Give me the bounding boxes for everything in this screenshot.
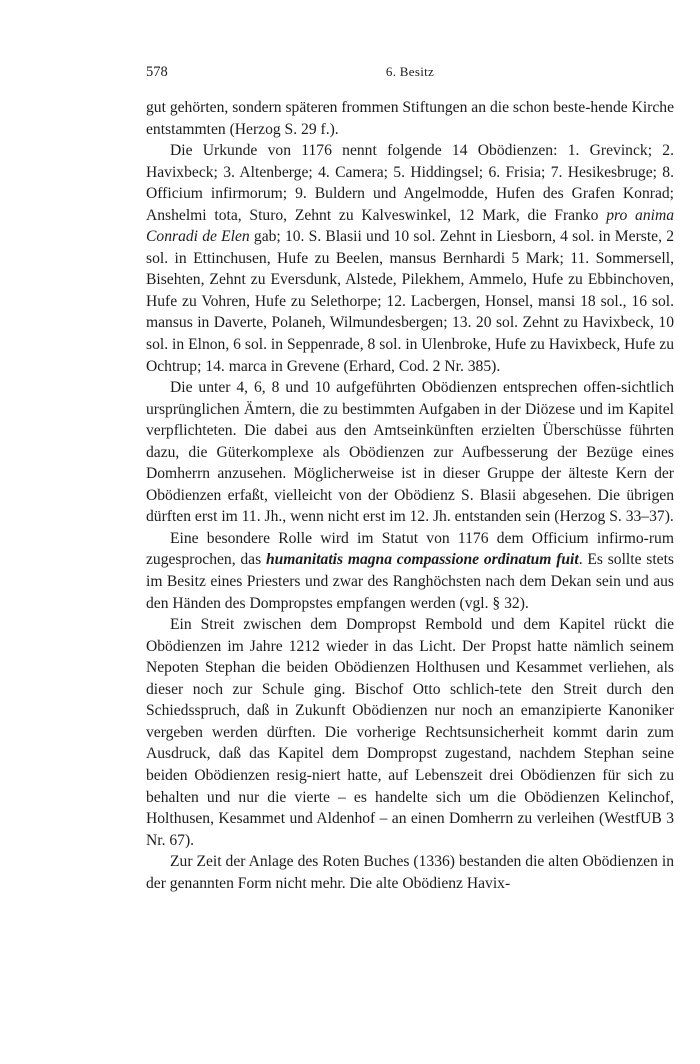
page-header — [146, 64, 674, 88]
paragraph — [146, 140, 674, 377]
running-head: 6. Besitz — [385, 64, 435, 79]
page-number: 578 — [146, 64, 168, 80]
paragraph — [146, 377, 674, 528]
text-run: gab; 10. S. Blasii und 10 sol. Zehnt in Liesborn, 4 sol. in Merste, 2 sol. in Ettinchusen, Hufe zu Beelen, mansus Bernhardi 5 Mark; 11. Sommersell, Bisehten, Zehnt zu Eversdunk, Alstede, Pilekhem, Ammelo, Hufe zu Ebbinchoven, Hufe zu Vohren, Hufe zu Selethorpe; 12. Lacbergen, Honsel, mansi 18 sol., 16 sol. mansus in Daverte, Polaneh, Wilmundesbergen; 13. 20 sol. Zehnt zu Havixbeck, 10 sol. in Elnon, 6 sol. in Seppenrade, 8 sol. in Ulenbroke, Hufe zu Havixbeck, Hufe zu Ochtrup; 14. marca in Grevene (Erhard, Cod. 2 Nr. 385). — [146, 228, 674, 375]
text-run: Eine besondere Rolle wird im Statut von 1176 dem Officium infirmo-rum zugesprochen, das — [146, 529, 674, 569]
paragraph — [146, 97, 674, 140]
text-run: Die Urkunde von 1176 nennt folgende 14 Obödienzen: 1. Grevinck; 2. Havixbeck; 3. Altenberge; 4. Camera; 5. Hiddingsel; 6. Frisia; 7. Hesikesbruge; 8. Officium infirmorum; 9. Buldern und Angelmodde, Hufen des Grafen Konrad; Anshelmi tota, Sturo, Zehnt zu Kalveswinkel, 12 Mark, die Franko — [146, 142, 674, 224]
text-run: Ein Streit zwischen dem Dompropst Rembold und dem Kapitel rückt die Obödienzen im Jahre 1212 wieder in das Licht. Der Propst hatte nämlich seinem Nepoten Stephan die beiden Obödienzen Holthusen und Kesammet verliehen, als dieser noch zur Schule ging. Bischof Otto schlich-tete den Streit durch den Schiedsspruch, daß in Zukunft Obödienzen nur noch an emanzipierte Kanoniker vergeben werden dürften. Die vorherige Rechtsunsicherheit kommt darin zum Ausdruck, daß das Kapitel dem Dompropst zugestand, nachdem Stephan seine beiden Obödienzen resig-niert hatte, auf Lebenszeit drei Obödienzen für sich zu behalten und nur die vierte – es handelte sich um die Obödienzen Kelinchof, Holthusen, Kesammet und Aldenhof – an einen Domherrn zu verleihen (WestfUB 3 Nr. 67). — [146, 616, 674, 849]
text-run: . Es sollte stets im Besitz eines Priesters und zwar des Ranghöchsten nach dem Dekan sein und aus den Händen des Dompropstes empfangen werden (vgl. § 32). — [146, 551, 675, 612]
paragraph — [146, 528, 674, 614]
text-run: gut gehörten, sondern späteren frommen Stiftungen an die schon beste-hende Kirche entstammten (Herzog S. 29 f.). — [146, 99, 674, 138]
paragraph — [146, 851, 674, 894]
bold-italic-phrase: humanitatis magna compassione ordinatum fuit — [265, 551, 579, 569]
body-text — [146, 97, 674, 894]
text-run: Zur Zeit der Anlage des Roten Buches (1336) bestanden die alten Obödienzen in der genannten Form nicht mehr. Die alte Obödienz Havix- — [146, 853, 674, 892]
italic-phrase: pro anima Conradi de Elen — [146, 206, 675, 246]
text-run: Die unter 4, 6, 8 und 10 aufgeführten Obödienzen entsprechen offen-sichtlich ursprünglichen Ämtern, die zu bestimmten Aufgaben in der Diözese und im Kapitel verpflichteten. Die dabei aus den Amtseinkünften erzielten Überschüsse führten dazu, die Güterkomplexe als Obödienzen zur Aufbesserung der Bezüge eines Domherrn anzusehen. Möglicherweise ist in dieser Gruppe der älteste Kern der Obödienzen erfaßt, vielleicht von der Obödienz S. Blasii abgesehen. Die übrigen dürften erst im 11. Jh., wenn nicht erst im 12. Jh. entstanden sein (Herzog S. 33–37). — [146, 379, 674, 526]
paragraph — [146, 614, 674, 851]
